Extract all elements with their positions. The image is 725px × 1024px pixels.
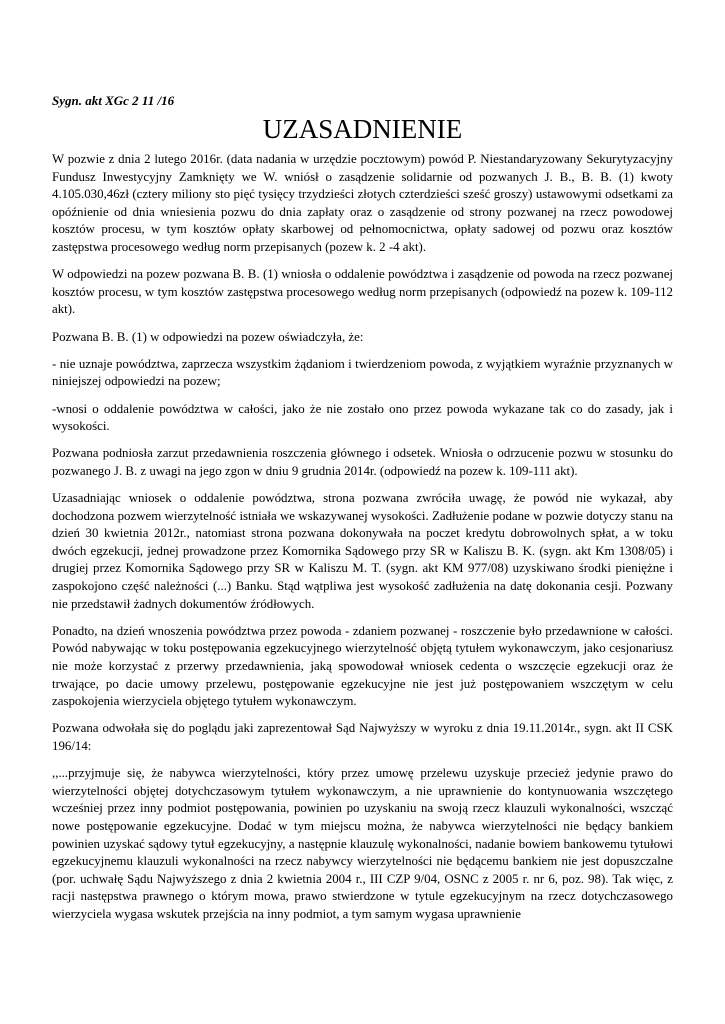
paragraph-response: W odpowiedzi na pozew pozwana B. B. (1) wniosła o oddalenie powództwa i zasądzenie od powoda na rzecz pozwanej kosztów procesu, w tym kosztów zastępstwa procesowego według norm przepisanych (odpowiedź na pozew k. 109-112 akt). — [52, 267, 673, 317]
document-body — [52, 151, 673, 933]
paragraph-statement-intro: Pozwana B. B. (1) w odpowiedzi na pozew oświadczyła, że: — [52, 329, 364, 344]
paragraph-justification: Uzasadniając wniosek o oddalenie powództwa, strona pozwana zwróciła uwagę, że powód nie wykazał, aby dochodzona pozwem wierzytelność istniała we wskazywanej wysokości. Zadłużenie podane w pozwie dotyczy stanu na dzień 30 kwietnia 2012r., natomiast strona pozwana dokonywała na poczet kredytu dobrowolnych spłat, a w toku dwóch egzekucji, jednej prowadzone przez Komornika Sądowego przy SR w Kaliszu B. K. (sygn. akt Km 1308/05) i drugiej przez Komornika Sądowego przy SR w Kaliszu M. T. (sygn. akt KM 977/08) uzyskiwano środki pieniężne i zaspokojono część należności (...) Banku. Stąd wątpliwa jest wysokość zadłużenia na datę dokonania cesji. Pozwany nie przedstawił żadnych dokumentów źródłowych. — [52, 491, 673, 611]
paragraph-limitation-argument: Ponadto, na dzień wnoszenia powództwa przez powoda - zdaniem pozwanej - roszczenie było przedawnione w całości. Powód nabywając w toku postępowania egzekucyjnego wierzytelność objętą tytułem wykonawczym, jako cesjonariusz nie może korzystać z przerwy przedawnienia, jaką spowodował wniosek cedenta o wszczęcie egzekucji oraz że trwające, po dacie umowy przelewu, postępowanie egzekucyjne nie jest już postępowaniem wszczętym w celu zaspokojenia wierzyciela objętego tytułem wykonawczym. — [52, 623, 673, 709]
paragraph-statement-point-2: -wnosi o oddalenie powództwa w całości, jako że nie zostało ono przez powoda wykazane tak co do zasady, jak i wysokości. — [52, 401, 673, 434]
paragraph-claim: W pozwie z dnia 2 lutego 2016r. (data nadania w urzędzie pocztowym) powód P. Niestandaryzowany Sekurytyzacyjny Fundusz Inwestycyjny Zamknięty we W. wniósł o zasądzenie solidarnie od pozwanych J. B., B. B. (1) kwoty 4.105.030,46zł (cztery miliony sto pięć tysięcy trzydzieści złotych czterdzieści sześć groszy) ustawowymi odsetkami za opóźnienie od dnia wniesienia pozwu do dnia zapłaty oraz o zasądzenie od strony pozwanej na rzecz powodowej kosztów procesu, w tym kosztów opłaty skarbowej od pełnomocnictwa, opłaty sadowej od pozwu oraz kosztów zastępstwa procesowego według norm przepisanych (pozew k. 2 -4 akt). — [52, 152, 673, 254]
case-signature: Sygn. akt XGc 2 11 /16 — [52, 93, 175, 108]
paragraph-supreme-court-reference: Pozwana odwołała się do poglądu jaki zaprezentował Sąd Najwyższy w wyroku z dnia 19.11.2014r., sygn. akt II CSK 196/14: — [52, 721, 673, 753]
paragraph-statement-point-1: - nie uznaje powództwa, zaprzecza wszystkim żądaniom i twierdzeniom powoda, z wyjątkiem wyraźnie przyznanych w niniejszej odpowiedzi na pozew; — [52, 356, 673, 389]
paragraph-limitation-plea: Pozwana podniosła zarzut przedawnienia roszczenia głównego i odsetek. Wniosła o odrzucenie pozwu w stosunku do pozwanego J. B. z uwagi na jego zgon w dniu 9 grudnia 2014r. (odpowiedź na pozew k. 109-111 akt). — [52, 446, 673, 478]
document-title: UZASADNIENIE — [262, 114, 463, 144]
paragraph-quotation: ,,...przyjmuje się, że nabywca wierzytelności, który przez umowę przelewu uzyskuje przecież jedynie prawo do wierzytelności objętej dotychczasowym tytułem wykonawczym, a nie uprawnienie do kontynuowania wszczętego wcześniej przez inny podmiot postępowania, powinien po uzyskaniu na swoją rzecz klauzuli wykonalności, wszcząć nowe postępowanie egzekucyjne. Dodać w tym miejscu można, że nabywca wierzytelności nie będący bankiem powinien uzyskać sądowy tytuł egzekucyjny, a następnie klauzulę wykonalności, nadanie bowiem bankowemu tytułowi egzekucyjnemu klauzuli wykonalności na rzecz nabywcy wierzytelności nie będącemu bankiem nie jest dopuszczalne (por. uchwałę Sądu Najwyższego z dnia 2 kwietnia 2004 r., III CZP 9/04, OSNC z 2005 r. nr 6, poz. 98). Tak więc, z racji następstwa prawnego o którym mowa, prawo stwierdzone w tytule egzekucyjnym na rzecz dotychczasowego wierzyciela wygasa wskutek przejścia na inny podmiot, a tym samym wygasa uprawnienie — [52, 766, 673, 921]
